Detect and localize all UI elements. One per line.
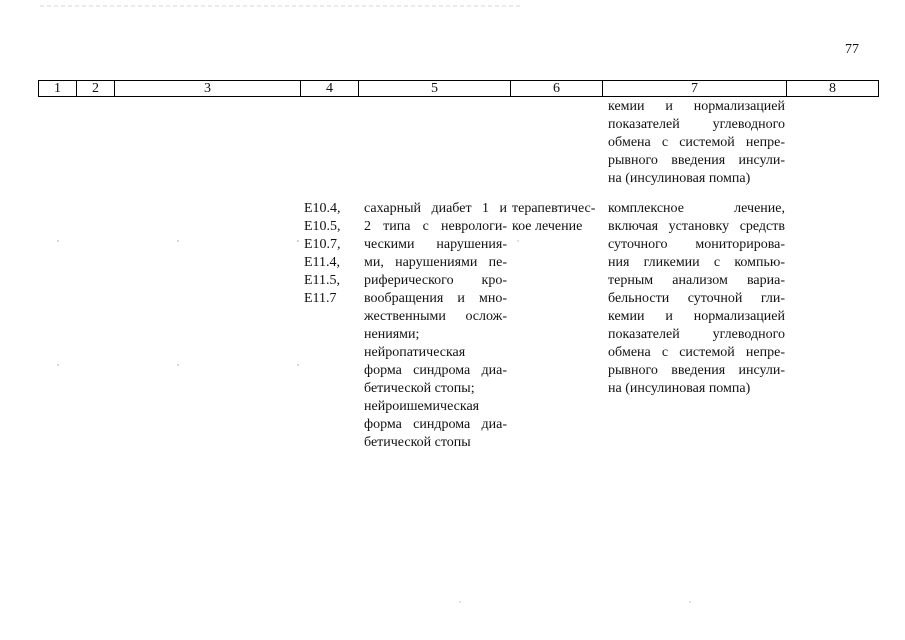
continuation-treatment-text: [608, 98, 785, 188]
icd-code: E11.5,: [304, 273, 341, 288]
text-line: кое лечение: [512, 219, 583, 234]
column-header-7: 7: [603, 81, 787, 97]
column-number-header-row: [38, 80, 879, 97]
treatment-method-cell: [608, 200, 785, 398]
text-line: бельности суточной гли-: [608, 291, 785, 306]
text-line: вообращения и мно-: [364, 291, 507, 306]
diagnosis-cell: [364, 200, 507, 452]
text-line: бетической стопы;: [364, 381, 475, 396]
column-header-2: 2: [77, 81, 115, 97]
text-line: нейропатическая: [364, 345, 466, 360]
text-line: включая установку средств: [608, 219, 785, 234]
icd-code: E10.4,: [304, 201, 341, 216]
column-header-4: 4: [301, 81, 359, 97]
column-header-1: 1: [39, 81, 77, 97]
icd-code: E11.7: [304, 291, 337, 306]
text-line: обмена с системой непре-: [608, 345, 785, 360]
text-line: форма синдрома диа-: [364, 363, 507, 378]
page-number: 77: [845, 42, 859, 57]
text-line: сахарный диабет 1 и: [364, 201, 507, 216]
text-line: показателей углеводного: [608, 327, 785, 342]
text-line: нейроишемическая: [364, 399, 480, 414]
text-line: форма синдрома диа-: [364, 417, 507, 432]
text-line: терным анализом вариа-: [608, 273, 785, 288]
text-line: ми, нарушениями пе-: [364, 255, 507, 270]
text-line: на (инсулиновая помпа): [608, 171, 751, 186]
text-line: нениями;: [364, 327, 420, 342]
text-line: кемии и нормализацией: [608, 309, 785, 324]
icd-code: E11.4,: [304, 255, 341, 270]
column-header-5: 5: [359, 81, 511, 97]
text-line: обмена с системой непре-: [608, 135, 785, 150]
text-line: ния гликемии с компью-: [608, 255, 785, 270]
text-line: показателей углеводного: [608, 117, 785, 132]
text-line: рывного введения инсули-: [608, 153, 785, 168]
text-line: суточного мониторирова-: [608, 237, 785, 252]
column-header-3: 3: [115, 81, 301, 97]
text-line: комплексное лечение,: [608, 201, 785, 216]
text-line: кемии и нормализацией: [608, 99, 785, 114]
text-line: риферического кро-: [364, 273, 507, 288]
text-line: ческими нарушения-: [364, 237, 507, 252]
text-line: рывного введения инсули-: [608, 363, 785, 378]
icd-code: E10.5,: [304, 219, 341, 234]
text-line: на (инсулиновая помпа): [608, 381, 751, 396]
icd-code: E10.7,: [304, 237, 341, 252]
treatment-type-cell: [512, 200, 602, 236]
text-line: 2 типа с неврологи-: [364, 219, 507, 234]
icd-codes-cell: [304, 200, 358, 308]
text-line: жественными ослож-: [364, 309, 507, 324]
text-line: бетической стопы: [364, 435, 471, 450]
text-line: терапевтичес-: [512, 201, 596, 216]
column-header-8: 8: [787, 81, 879, 97]
column-header-6: 6: [511, 81, 603, 97]
